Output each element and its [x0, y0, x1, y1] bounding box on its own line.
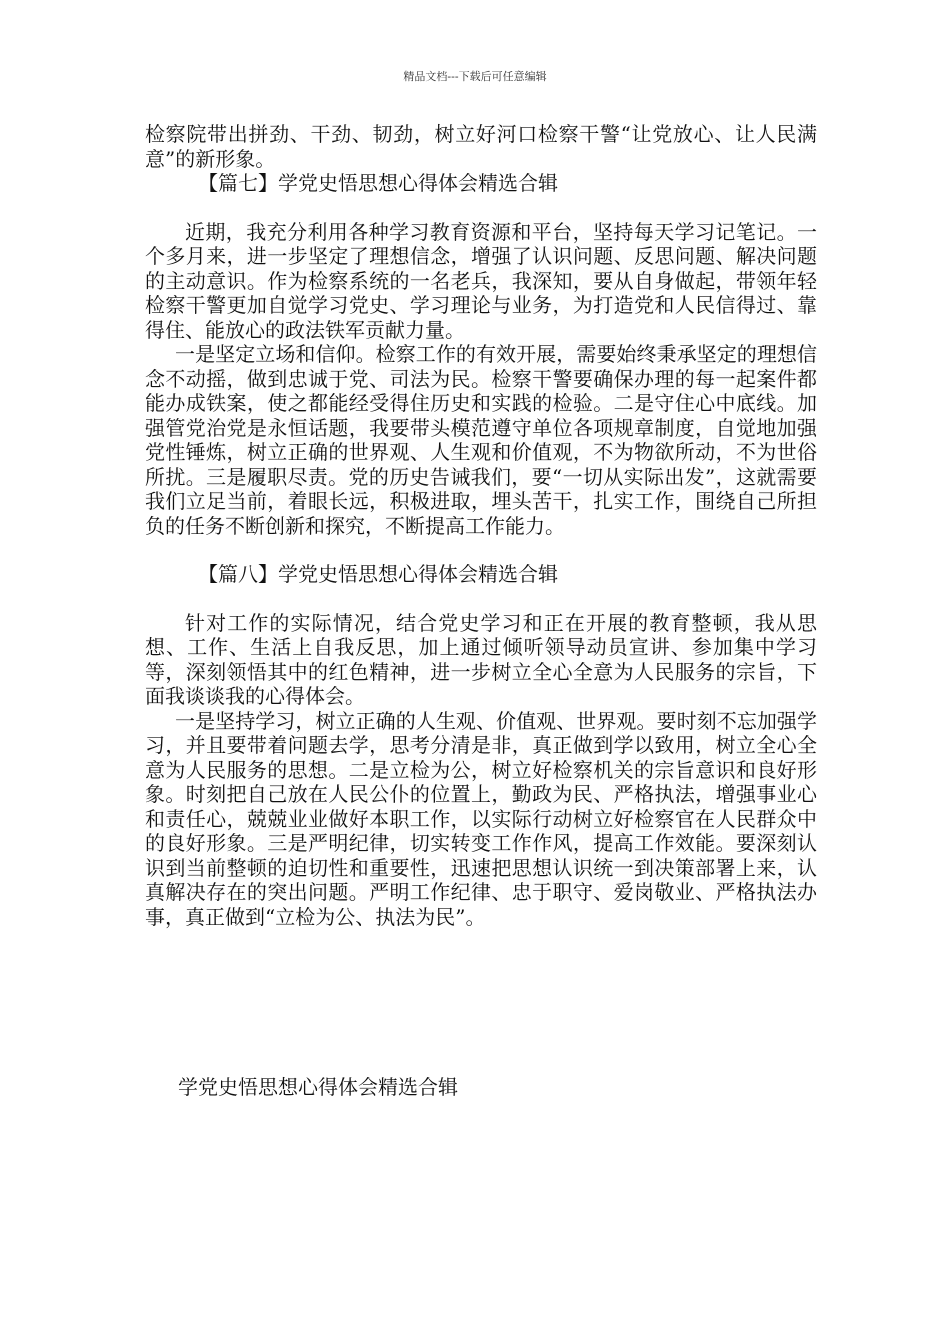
section7-paragraph-1: 近期，我充分利用各种学习教育资源和平台，坚持每天学习记笔记。一个多月来，进一步坚定了理想信念，增强了认识问题、反思问题、解决问题的主动意识。作为检察系统的一名老兵，我深知，要从自身做起，带领年轻检察干警更加自觉学习党史、学习理论与业务，为打造党和人民信得过、靠得住、能放心的政法铁军贡献力量。: [145, 219, 817, 342]
section8-paragraph-2: 一是坚持学习，树立正确的人生观、价值观、世界观。要时刻不忘加强学习，并且要带着问题去学，思考分清是非，真正做到学以致用，树立全心全意为人民服务的思想。二是立检为公，树立好检察机关的宗旨意识和良好形象。时刻把自己放在人民公仆的位置上，勤政为民、严格执法，增强事业心和责任心，兢兢业业做好本职工作，以实际行动树立好检察官在人民群众中的良好形象。三是严明纪律，切实转变工作作风，提高工作效能。要深刻认识到当前整顿的迫切性和重要性，迅速把思想认识统一到决策部署上来，认真解决存在的突出问题。严明工作纪律、忠于职守、爱岗敬业、严格执法办事，真正做到“立检为公、执法为民”。: [145, 708, 817, 929]
document-body: [145, 122, 817, 929]
section-heading-7: 【篇七】学党史悟思想心得体会精选合辑: [198, 171, 558, 195]
intro-paragraph: 检察院带出拼劲、干劲、韧劲，树立好河口检察干警“让党放心、让人民满意”的新形象。: [145, 122, 817, 171]
page-header: 精品文档---下载后可任意编辑: [403, 70, 547, 83]
section-heading-8: 【篇八】学党史悟思想心得体会精选合辑: [198, 562, 558, 586]
footer-title: 学党史悟思想心得体会精选合辑: [178, 1075, 458, 1099]
section7-paragraph-2: 一是坚定立场和信仰。检察工作的有效开展，需要始终秉承坚定的理想信念不动摇，做到忠诚于党、司法为民。检察干警要确保办理的每一起案件都能办成铁案，使之都能经受得住历史和实践的检验。二是守住心中底线。加强管党治党是永恒话题，我要带头模范遵守单位各项规章制度，自觉地加强党性锤炼，树立正确的世界观、人生观和价值观，不为物欲所动，不为世俗所扰。三是履职尽责。党的历史告诫我们，要“一切从实际出发”，这就需要我们立足当前，着眼长远，积极进取，埋头苦干，扎实工作，围绕自己所担负的任务不断创新和探究，不断提高工作能力。: [145, 342, 817, 538]
section8-paragraph-1: 针对工作的实际情况，结合党史学习和正在开展的教育整顿，我从思想、工作、生活上自我反思，加上通过倾听领导动员宣讲、参加集中学习等，深刻领悟其中的红色精神，进一步树立全心全意为人民服务的宗旨，下面我谈谈我的心得体会。: [145, 610, 817, 708]
